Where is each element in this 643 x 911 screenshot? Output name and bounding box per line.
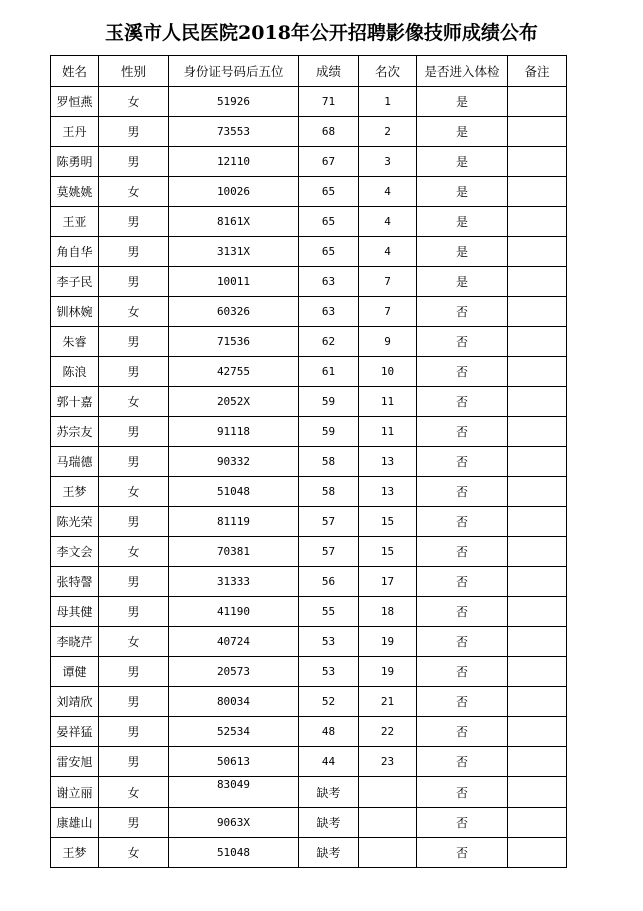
cell-remark <box>508 357 567 387</box>
cell-id-last5: 12110 <box>169 147 299 177</box>
cell-score: 57 <box>299 537 359 567</box>
cell-gender: 男 <box>99 657 169 687</box>
cell-remark <box>508 687 567 717</box>
cell-id-last5: 50613 <box>169 747 299 777</box>
cell-gender: 男 <box>99 267 169 297</box>
table-row <box>51 117 567 147</box>
cell-physical-exam: 是 <box>417 87 508 117</box>
cell-physical-exam: 是 <box>417 117 508 147</box>
cell-score: 59 <box>299 417 359 447</box>
cell-score: 48 <box>299 717 359 747</box>
table-row <box>51 477 567 507</box>
cell-remark <box>508 387 567 417</box>
cell-name: 苏宗友 <box>51 417 99 447</box>
cell-physical-exam: 否 <box>417 447 508 477</box>
cell-gender: 男 <box>99 417 169 447</box>
cell-remark <box>508 147 567 177</box>
cell-score: 53 <box>299 627 359 657</box>
cell-gender: 男 <box>99 567 169 597</box>
cell-id-last5: 42755 <box>169 357 299 387</box>
cell-gender: 男 <box>99 717 169 747</box>
table-row <box>51 417 567 447</box>
cell-score: 缺考 <box>299 808 359 838</box>
header-remark: 备注 <box>508 56 567 87</box>
cell-physical-exam: 否 <box>417 657 508 687</box>
cell-rank: 18 <box>359 597 417 627</box>
cell-gender: 男 <box>99 327 169 357</box>
header-row <box>51 56 567 87</box>
cell-remark <box>508 838 567 868</box>
cell-name: 钏林婉 <box>51 297 99 327</box>
cell-id-last5: 40724 <box>169 627 299 657</box>
cell-physical-exam: 否 <box>417 357 508 387</box>
cell-id-last5: 10011 <box>169 267 299 297</box>
cell-score: 57 <box>299 507 359 537</box>
table-row <box>51 507 567 537</box>
cell-rank: 4 <box>359 237 417 267</box>
cell-physical-exam: 否 <box>417 327 508 357</box>
cell-remark <box>508 627 567 657</box>
cell-name: 郭十嘉 <box>51 387 99 417</box>
cell-rank: 17 <box>359 567 417 597</box>
cell-name: 张特謦 <box>51 567 99 597</box>
table-row <box>51 237 567 267</box>
table-row <box>51 687 567 717</box>
results-table <box>50 55 567 868</box>
cell-score: 59 <box>299 387 359 417</box>
cell-id-last5: 70381 <box>169 537 299 567</box>
cell-rank: 23 <box>359 747 417 777</box>
cell-name: 李子民 <box>51 267 99 297</box>
cell-name: 王亚 <box>51 207 99 237</box>
cell-score: 44 <box>299 747 359 777</box>
cell-gender: 女 <box>99 297 169 327</box>
cell-remark <box>508 537 567 567</box>
table-row <box>51 567 567 597</box>
cell-physical-exam: 否 <box>417 627 508 657</box>
cell-remark <box>508 447 567 477</box>
cell-physical-exam: 否 <box>417 387 508 417</box>
cell-name: 雷安旭 <box>51 747 99 777</box>
cell-rank: 15 <box>359 507 417 537</box>
table-row <box>51 177 567 207</box>
cell-id-last5: 8161X <box>169 207 299 237</box>
table-row <box>51 267 567 297</box>
cell-remark <box>508 477 567 507</box>
table-row <box>51 747 567 777</box>
cell-gender: 男 <box>99 507 169 537</box>
cell-remark <box>508 87 567 117</box>
cell-id-last5: 60326 <box>169 297 299 327</box>
cell-remark <box>508 507 567 537</box>
cell-physical-exam: 否 <box>417 507 508 537</box>
cell-name: 陈光荣 <box>51 507 99 537</box>
cell-id-last5: 73553 <box>169 117 299 147</box>
cell-gender: 女 <box>99 777 169 808</box>
cell-score: 缺考 <box>299 777 359 808</box>
cell-score: 68 <box>299 117 359 147</box>
cell-remark <box>508 657 567 687</box>
cell-physical-exam: 否 <box>417 808 508 838</box>
header-gender: 性别 <box>99 56 169 87</box>
cell-id-last5: 3131X <box>169 237 299 267</box>
cell-score: 63 <box>299 267 359 297</box>
cell-physical-exam: 是 <box>417 207 508 237</box>
table-row <box>51 447 567 477</box>
cell-score: 55 <box>299 597 359 627</box>
cell-id-last5: 2052X <box>169 387 299 417</box>
cell-id-last5: 91118 <box>169 417 299 447</box>
table-body <box>51 87 567 868</box>
cell-rank: 19 <box>359 657 417 687</box>
table-row <box>51 87 567 117</box>
cell-score: 65 <box>299 177 359 207</box>
cell-remark <box>508 297 567 327</box>
cell-id-last5: 51926 <box>169 87 299 117</box>
cell-physical-exam: 是 <box>417 267 508 297</box>
cell-score: 52 <box>299 687 359 717</box>
cell-id-last5: 20573 <box>169 657 299 687</box>
cell-name: 陈浪 <box>51 357 99 387</box>
cell-physical-exam: 是 <box>417 147 508 177</box>
cell-physical-exam: 否 <box>417 537 508 567</box>
cell-gender: 男 <box>99 687 169 717</box>
cell-id-last5: 10026 <box>169 177 299 207</box>
table-row <box>51 147 567 177</box>
table-row <box>51 387 567 417</box>
header-rank: 名次 <box>359 56 417 87</box>
cell-physical-exam: 否 <box>417 477 508 507</box>
cell-score: 65 <box>299 207 359 237</box>
cell-rank: 11 <box>359 387 417 417</box>
cell-rank: 7 <box>359 297 417 327</box>
cell-remark <box>508 777 567 808</box>
cell-score: 58 <box>299 447 359 477</box>
cell-name: 李晓芹 <box>51 627 99 657</box>
cell-remark <box>508 747 567 777</box>
cell-name: 王梦 <box>51 477 99 507</box>
cell-gender: 女 <box>99 838 169 868</box>
cell-gender: 男 <box>99 808 169 838</box>
cell-physical-exam: 否 <box>417 687 508 717</box>
cell-score: 56 <box>299 567 359 597</box>
cell-id-last5: 9063X <box>169 808 299 838</box>
cell-physical-exam: 否 <box>417 597 508 627</box>
table-row <box>51 297 567 327</box>
cell-score: 67 <box>299 147 359 177</box>
cell-physical-exam: 否 <box>417 297 508 327</box>
cell-remark <box>508 808 567 838</box>
cell-physical-exam: 是 <box>417 237 508 267</box>
cell-id-last5: 31333 <box>169 567 299 597</box>
cell-rank: 13 <box>359 447 417 477</box>
cell-score: 53 <box>299 657 359 687</box>
cell-remark <box>508 417 567 447</box>
cell-gender: 女 <box>99 177 169 207</box>
cell-name: 陈勇明 <box>51 147 99 177</box>
cell-physical-exam: 否 <box>417 417 508 447</box>
cell-id-last5: 51048 <box>169 477 299 507</box>
table-row <box>51 808 567 838</box>
header-score: 成绩 <box>299 56 359 87</box>
table-row <box>51 357 567 387</box>
cell-score: 63 <box>299 297 359 327</box>
cell-id-last5: 83049 <box>169 777 299 808</box>
cell-name: 王梦 <box>51 838 99 868</box>
cell-rank <box>359 838 417 868</box>
cell-id-last5: 81119 <box>169 507 299 537</box>
table-row <box>51 657 567 687</box>
header-id-last5: 身份证号码后五位 <box>169 56 299 87</box>
cell-rank: 21 <box>359 687 417 717</box>
cell-rank: 7 <box>359 267 417 297</box>
cell-gender: 男 <box>99 207 169 237</box>
cell-remark <box>508 117 567 147</box>
cell-rank: 3 <box>359 147 417 177</box>
cell-physical-exam: 否 <box>417 567 508 597</box>
table-row <box>51 717 567 747</box>
cell-rank: 1 <box>359 87 417 117</box>
cell-remark <box>508 717 567 747</box>
cell-remark <box>508 237 567 267</box>
cell-score: 缺考 <box>299 838 359 868</box>
cell-rank: 11 <box>359 417 417 447</box>
cell-rank: 2 <box>359 117 417 147</box>
cell-rank <box>359 808 417 838</box>
cell-physical-exam: 是 <box>417 177 508 207</box>
document-title: 玉溪市人民医院2018年公开招聘影像技师成绩公布 <box>105 22 538 44</box>
cell-remark <box>508 177 567 207</box>
cell-rank: 15 <box>359 537 417 567</box>
table-row <box>51 537 567 567</box>
cell-name: 晏祥猛 <box>51 717 99 747</box>
cell-gender: 男 <box>99 357 169 387</box>
cell-remark <box>508 267 567 297</box>
cell-name: 谭健 <box>51 657 99 687</box>
cell-physical-exam: 否 <box>417 717 508 747</box>
header-physical-exam: 是否进入体检 <box>417 56 508 87</box>
cell-gender: 男 <box>99 447 169 477</box>
cell-score: 61 <box>299 357 359 387</box>
cell-name: 莫姚姚 <box>51 177 99 207</box>
cell-gender: 男 <box>99 237 169 267</box>
cell-name: 康雄山 <box>51 808 99 838</box>
table-row <box>51 838 567 868</box>
cell-gender: 女 <box>99 477 169 507</box>
cell-gender: 男 <box>99 597 169 627</box>
cell-remark <box>508 327 567 357</box>
cell-name: 马瑞德 <box>51 447 99 477</box>
table-row <box>51 327 567 357</box>
cell-rank: 19 <box>359 627 417 657</box>
cell-remark <box>508 567 567 597</box>
cell-remark <box>508 207 567 237</box>
cell-id-last5: 51048 <box>169 838 299 868</box>
cell-score: 62 <box>299 327 359 357</box>
cell-rank: 10 <box>359 357 417 387</box>
cell-name: 王丹 <box>51 117 99 147</box>
cell-name: 刘靖欣 <box>51 687 99 717</box>
cell-gender: 女 <box>99 537 169 567</box>
cell-gender: 女 <box>99 87 169 117</box>
cell-physical-exam: 否 <box>417 777 508 808</box>
table-row <box>51 627 567 657</box>
cell-rank <box>359 777 417 808</box>
table-row <box>51 597 567 627</box>
cell-rank: 13 <box>359 477 417 507</box>
cell-rank: 4 <box>359 177 417 207</box>
cell-id-last5: 80034 <box>169 687 299 717</box>
cell-name: 罗恒燕 <box>51 87 99 117</box>
cell-score: 58 <box>299 477 359 507</box>
cell-remark <box>508 597 567 627</box>
cell-name: 谢立丽 <box>51 777 99 808</box>
table-row <box>51 207 567 237</box>
cell-score: 71 <box>299 87 359 117</box>
cell-id-last5: 52534 <box>169 717 299 747</box>
cell-name: 角自华 <box>51 237 99 267</box>
cell-rank: 4 <box>359 207 417 237</box>
cell-gender: 男 <box>99 117 169 147</box>
cell-physical-exam: 否 <box>417 838 508 868</box>
cell-name: 母其健 <box>51 597 99 627</box>
cell-gender: 女 <box>99 627 169 657</box>
cell-gender: 男 <box>99 147 169 177</box>
header-name: 姓名 <box>51 56 99 87</box>
cell-rank: 22 <box>359 717 417 747</box>
cell-id-last5: 90332 <box>169 447 299 477</box>
cell-id-last5: 71536 <box>169 327 299 357</box>
cell-name: 朱睿 <box>51 327 99 357</box>
cell-id-last5: 41190 <box>169 597 299 627</box>
cell-rank: 9 <box>359 327 417 357</box>
cell-gender: 女 <box>99 387 169 417</box>
table-row <box>51 777 567 808</box>
cell-score: 65 <box>299 237 359 267</box>
cell-name: 李文会 <box>51 537 99 567</box>
cell-gender: 男 <box>99 747 169 777</box>
cell-physical-exam: 否 <box>417 747 508 777</box>
